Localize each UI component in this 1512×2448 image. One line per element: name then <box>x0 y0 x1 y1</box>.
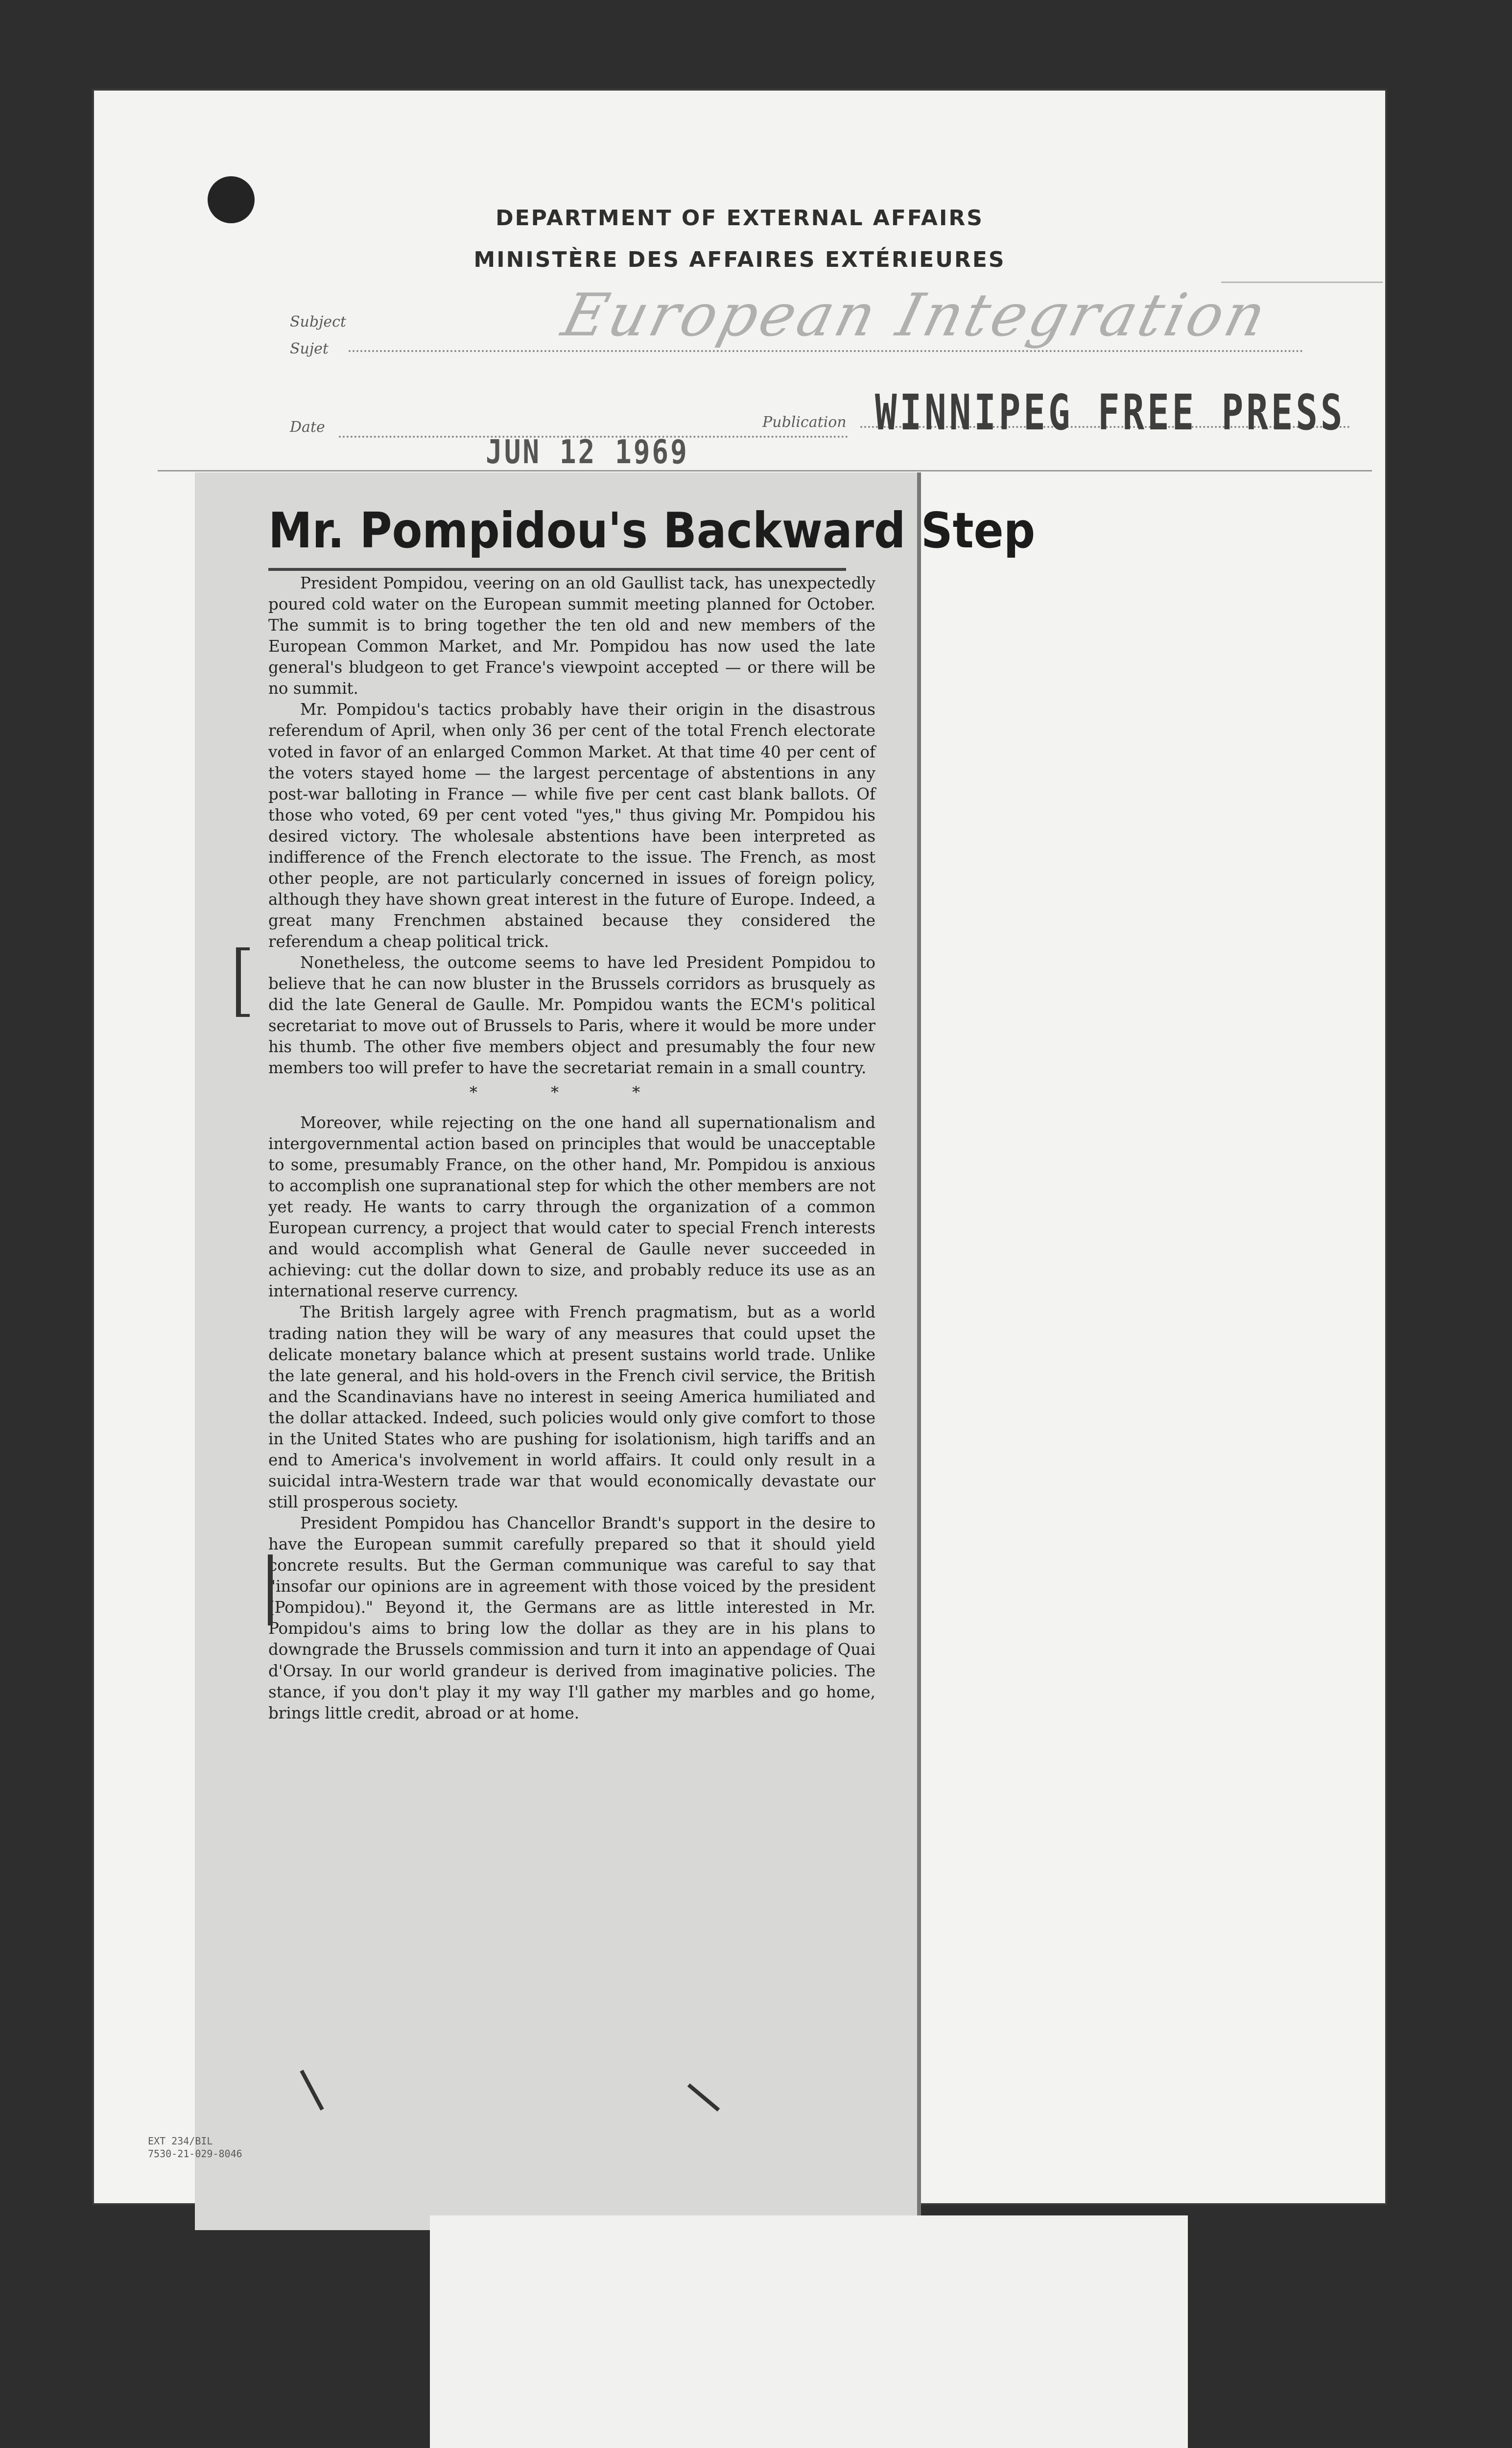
article-body <box>268 573 875 1724</box>
publication-label: Publication <box>762 414 847 431</box>
article-paragraph: President Pompidou, veering on an old Gaullist tack, has unexpectedly poured cold water on the European summit meeting planned for October. The summit is to bring together the ten old and new members of the European Common Market, and Mr. Pompidou has now used the late general's bludgeon to get France's viewpoint accepted — or there will be no summit. <box>268 574 875 698</box>
form-code <box>148 2135 242 2160</box>
newspaper-clipping <box>195 472 1036 2230</box>
article-headline: Mr. Pompidou's Backward Step <box>268 502 1036 559</box>
article-paragraph: President Pompidou has Chancellor Brandt's support in the desire to have the European summit carefully prepared so that it should yield concrete results. But the German communique was careful to say that "insofar our opinions are in agreement with those voiced by the president (Pompidou)." Beyond it, the Germans are as little interested in Mr. Pompidou's aims to bring low the dollar as they are in his plans to downgrade the Brussels commission and turn it into an appendage of Quai d'Orsay. In our world grandeur is derived from imaginative policies. The stance, if you don't play it my way I'll gather my marbles and go home, brings little credit, abroad or at home. <box>268 1514 875 1722</box>
department-title-en: DEPARTMENT OF EXTERNAL AFFAIRS <box>496 206 984 231</box>
subject-handwritten-value: European Integration <box>555 282 1276 350</box>
form-code-line: EXT 234/BIL <box>148 2135 213 2147</box>
headline-rule <box>268 568 846 571</box>
date-stamp: JUN 12 1969 <box>486 433 689 471</box>
margin-bracket-mark <box>236 947 250 1017</box>
header-rule <box>158 470 1372 471</box>
margin-line-mark <box>268 1554 282 1625</box>
department-title-fr: MINISTÈRE DES AFFAIRES EXTÉRIEURES <box>473 247 1006 272</box>
publication-stamp: WINNIPEG FREE PRESS <box>875 384 1346 442</box>
date-label: Date <box>290 419 325 436</box>
article-paragraph: Moreover, while rejecting on the one hand all supernationalism and intergovernmental action based on principles that would be unacceptable to some, presumably France, on the other hand, Mr. Pompidou is anxious to accomplish one supranational step for which the other members are not yet ready. He wants to carry through the organization of a common European currency, a project that would cater to special French interests and would accomplish what General de Gaulle never succeeded in achieving: cut the dollar down to size, and probably reduce its use as an international reserve currency. <box>268 1113 875 1301</box>
section-separator: * * * <box>469 1083 675 1102</box>
subject-label-en: Subject <box>290 313 346 330</box>
subject-line <box>349 350 1303 352</box>
subject-label-fr: Sujet <box>290 340 329 357</box>
form-code-line: 7530-21-029-8046 <box>148 2148 242 2160</box>
lower-paper-strip <box>430 2215 1188 2448</box>
article-paragraph: Nonetheless, the outcome seems to have led President Pompidou to believe that he can now bluster in the Brussels corridors as brusquely as did the late General de Gaulle. Mr. Pompidou wants the ECM's political secretariat to move out of Brussels to Paris, where it would be more under his thumb. The other five members object and presumably the four new members too will prefer to have the secretariat remain in a small country. <box>268 953 875 1078</box>
article-paragraph: The British largely agree with French pragmatism, but as a world trading nation they will be wary of any measures that could upset the delicate monetary balance which at present sustains world trade. Unlike the late general, and his hold-overs in the French civil service, the British and the Scandinavians have no interest in seeing America humiliated and the dollar attacked. Indeed, such policies would only give comfort to those in the United States who are pushing for isolationism, high tariffs and an end to America's involvement in world affairs. It could only result in a suicidal intra-Western trade war that would economically devastate our still prosperous society. <box>268 1303 875 1512</box>
document-sheet <box>94 91 1385 2203</box>
article-paragraph: Mr. Pompidou's tactics probably have their origin in the disastrous referendum of April, when only 36 per cent of the total French electorate voted in favor of an enlarged Common Market. At that time 40 per cent of the voters stayed home — the largest percentage of abstentions in any post-war balloting in France — while five per cent cast blank ballots. Of those who voted, 69 per cent voted "yes," thus giving Mr. Pompidou his desired victory. The wholesale abstentions have been interpreted as indifference of the French electorate to the issue. The French, as most other people, are not particularly concerned in issues of foreign policy, although they have shown great interest in the future of Europe. Indeed, a great many Frenchmen abstained because they considered the referendum a cheap political trick. <box>268 700 875 951</box>
